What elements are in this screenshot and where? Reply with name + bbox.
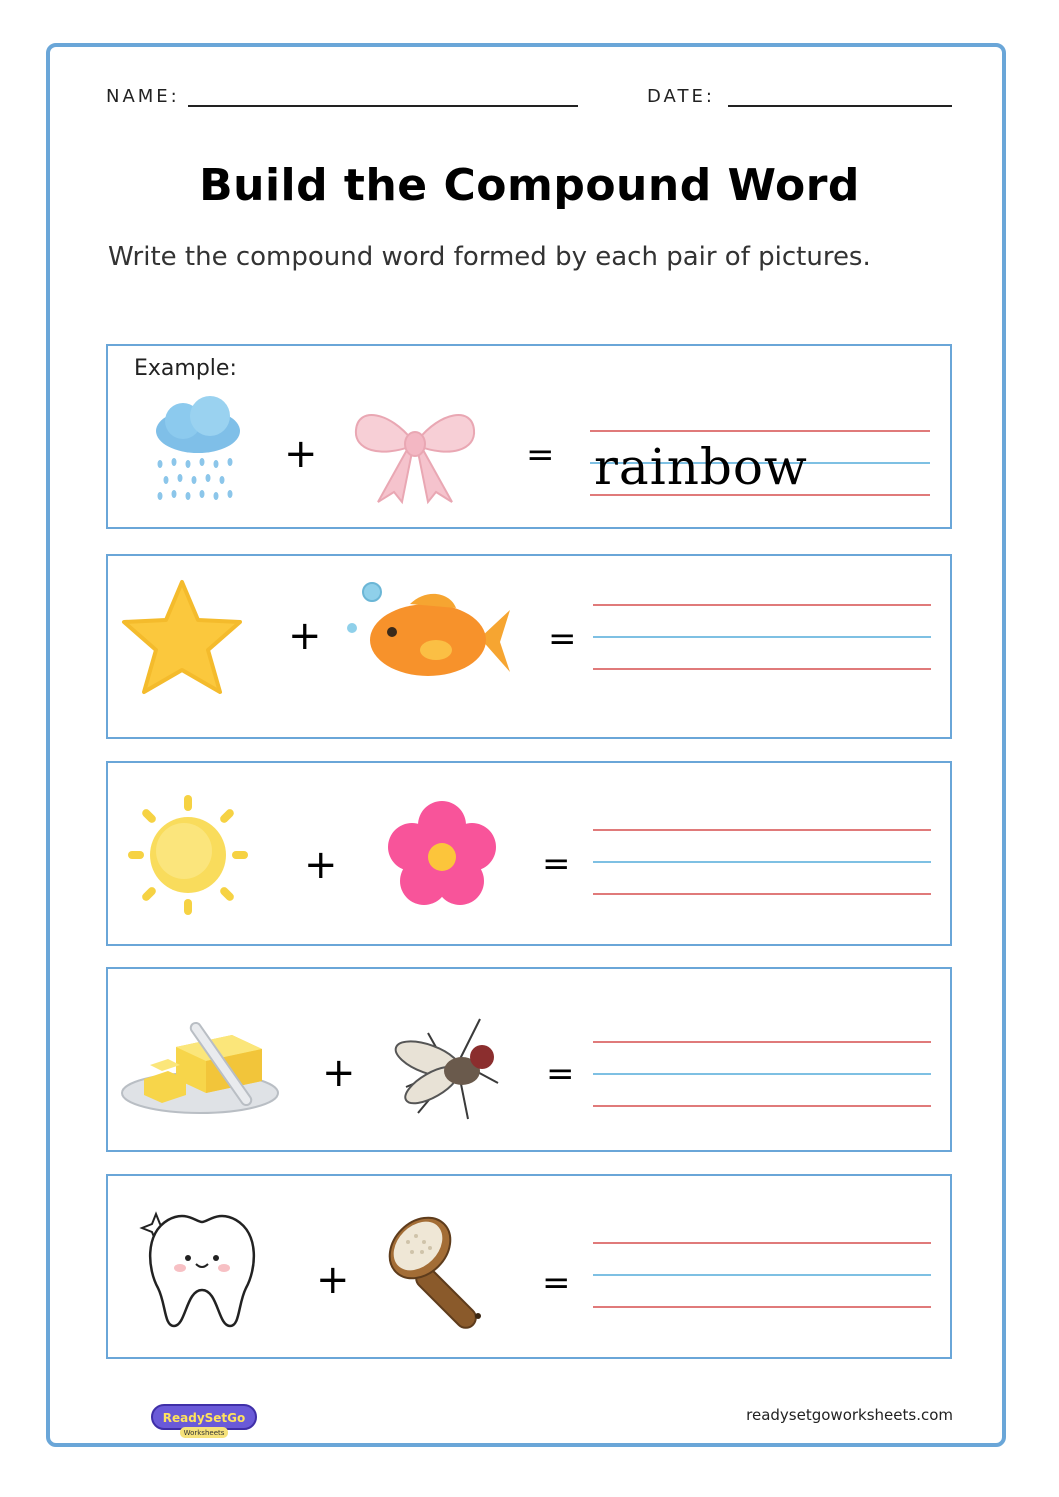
writing-line-top: [590, 430, 930, 432]
example-label: Example:: [134, 356, 237, 381]
tooth-icon: [138, 1208, 264, 1332]
equals-sign: =: [526, 435, 555, 475]
plus-sign: +: [316, 1257, 350, 1303]
fly-icon: [388, 1013, 508, 1133]
question-row: [106, 967, 952, 1152]
plus-sign: +: [288, 613, 322, 659]
writing-line-mid: [593, 861, 931, 863]
date-label: DATE:: [647, 86, 715, 107]
rain-cloud-icon: [148, 396, 248, 511]
footer-url[interactable]: readysetgoworksheets.com: [746, 1406, 953, 1424]
plus-sign: +: [322, 1050, 356, 1096]
star-icon: [120, 578, 244, 696]
equals-sign: =: [546, 1054, 575, 1094]
logo-subtext: Worksheets: [183, 1429, 225, 1437]
bow-icon: [350, 402, 480, 507]
equals-sign: =: [542, 844, 571, 884]
writing-line-base: [593, 668, 931, 670]
name-label: NAME:: [106, 86, 180, 107]
name-field[interactable]: [188, 105, 578, 107]
brush-icon: [382, 1212, 498, 1330]
writing-line-base: [593, 893, 931, 895]
writing-line-top: [593, 829, 931, 831]
equals-sign: =: [542, 1263, 571, 1303]
writing-line-base: [593, 1306, 931, 1308]
writing-line-mid: [593, 1274, 931, 1276]
page-title: Build the Compound Word: [199, 160, 860, 211]
logo-text: ReadySetGo: [162, 1411, 246, 1425]
writing-line-base: [593, 1105, 931, 1107]
butter-icon: [120, 1013, 282, 1117]
writing-line-mid: [593, 636, 931, 638]
instructions: Write the compound word formed by each pair of pictures.: [108, 242, 871, 272]
writing-line-top: [593, 604, 931, 606]
answer-text: rainbow: [594, 438, 808, 496]
date-field[interactable]: [728, 105, 952, 107]
flower-icon: [386, 799, 498, 909]
plus-sign: +: [304, 842, 338, 888]
plus-sign: +: [284, 431, 318, 477]
equals-sign: =: [548, 619, 577, 659]
writing-line-top: [593, 1041, 931, 1043]
brand-logo: [150, 1401, 260, 1445]
sun-icon: [126, 793, 250, 917]
question-row: [106, 554, 952, 739]
writing-line-top: [593, 1242, 931, 1244]
fish-icon: [340, 580, 512, 690]
example-row: [106, 344, 952, 529]
writing-line-mid: [593, 1073, 931, 1075]
question-row: [106, 1174, 952, 1359]
question-row: [106, 761, 952, 946]
